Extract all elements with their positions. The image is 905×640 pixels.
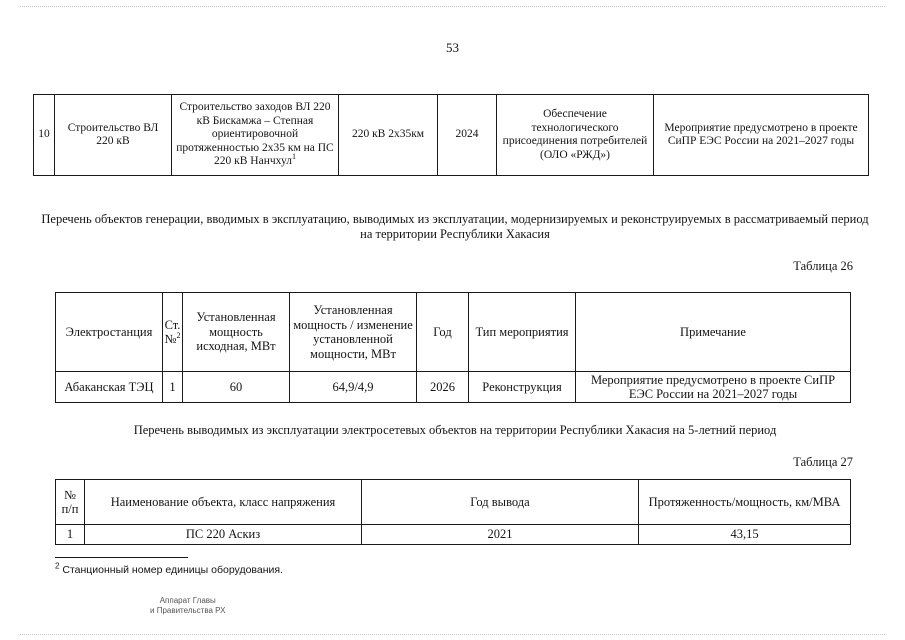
page-number: 53 (446, 40, 459, 55)
office-stamp: Аппарат Главы и Правительства РХ (150, 596, 226, 615)
commission-year: 2024 (438, 95, 497, 176)
cell-num: 1 (56, 525, 85, 545)
cell-installed: 60 (183, 372, 290, 403)
col-installed-change: Установленная мощность / изменение установленной мощности, МВт (290, 293, 417, 372)
col-installed: Установленная мощность исходная, МВт (183, 293, 290, 372)
table-header-row (56, 293, 851, 372)
heading-generation: Перечень объектов генерации, вводимых в эксплуатацию, выводимых из эксплуатации, модернизируемых и реконструируемых в рассматриваемый период на территории Республики Хакасия (41, 212, 869, 241)
table-continuation (33, 94, 869, 176)
row-number: 10 (34, 95, 55, 176)
cell-type: Реконструкция (469, 372, 576, 403)
table27-label: Таблица 27 (793, 455, 853, 469)
footnote-divider (55, 557, 188, 558)
col-unit-no: Ст. №$^2$ (163, 293, 183, 372)
object-description: Строительство заходов ВЛ 220 кВ Бискамжа – Степная ориентировочной протяженностью 2х35 км на ПС 220 кВ Нанчхул$^1$ (172, 95, 339, 176)
heading-decommission: Перечень выводимых из эксплуатации электросетевых объектов на территории Республики Хакасия на 5-летний период (133, 423, 777, 437)
top-scan-edge (20, 6, 885, 7)
col-year: Год (417, 293, 469, 372)
col-type: Тип мероприятия (469, 293, 576, 372)
cell-year: 2026 (417, 372, 469, 403)
footnote: $^2$ Станционный номер единицы оборудования. (55, 561, 283, 576)
col-year: Год вывода (362, 480, 639, 525)
cell-station: Абаканская ТЭЦ (56, 372, 163, 403)
col-num: № п/п (56, 480, 85, 525)
col-length: Протяженность/мощность, км/МВА (639, 480, 851, 525)
cell-year: 2021 (362, 525, 639, 545)
table-row (56, 372, 851, 403)
row-note: Мероприятие предусмотрено в проекте СиПР ЕЭС России на 2021–2027 годы (654, 95, 869, 176)
cell-installed-change: 64,9/4,9 (290, 372, 417, 403)
object-parameters: 220 кВ 2х35км (339, 95, 438, 176)
col-name: Наименование объекта, класс напряжения (85, 480, 362, 525)
table26-label: Таблица 26 (793, 259, 853, 273)
cell-length: 43,15 (639, 525, 851, 545)
cell-unit-no: 1 (163, 372, 183, 403)
object-name: Строительство ВЛ 220 кВ (55, 95, 172, 176)
table-header-row (56, 480, 851, 525)
bottom-scan-edge (20, 634, 885, 635)
table-row (34, 95, 869, 176)
cell-note: Мероприятие предусмотрено в проекте СиПР ЕЭС России на 2021–2027 годы (576, 372, 851, 403)
col-station: Электростанция (56, 293, 163, 372)
table-26 (55, 292, 851, 403)
col-note: Примечание (576, 293, 851, 372)
table-row (56, 525, 851, 545)
table-27 (55, 479, 851, 545)
cell-name: ПС 220 Аскиз (85, 525, 362, 545)
justification: Обеспечение технологического присоединения потребителей (ОЛО «РЖД») (497, 95, 654, 176)
